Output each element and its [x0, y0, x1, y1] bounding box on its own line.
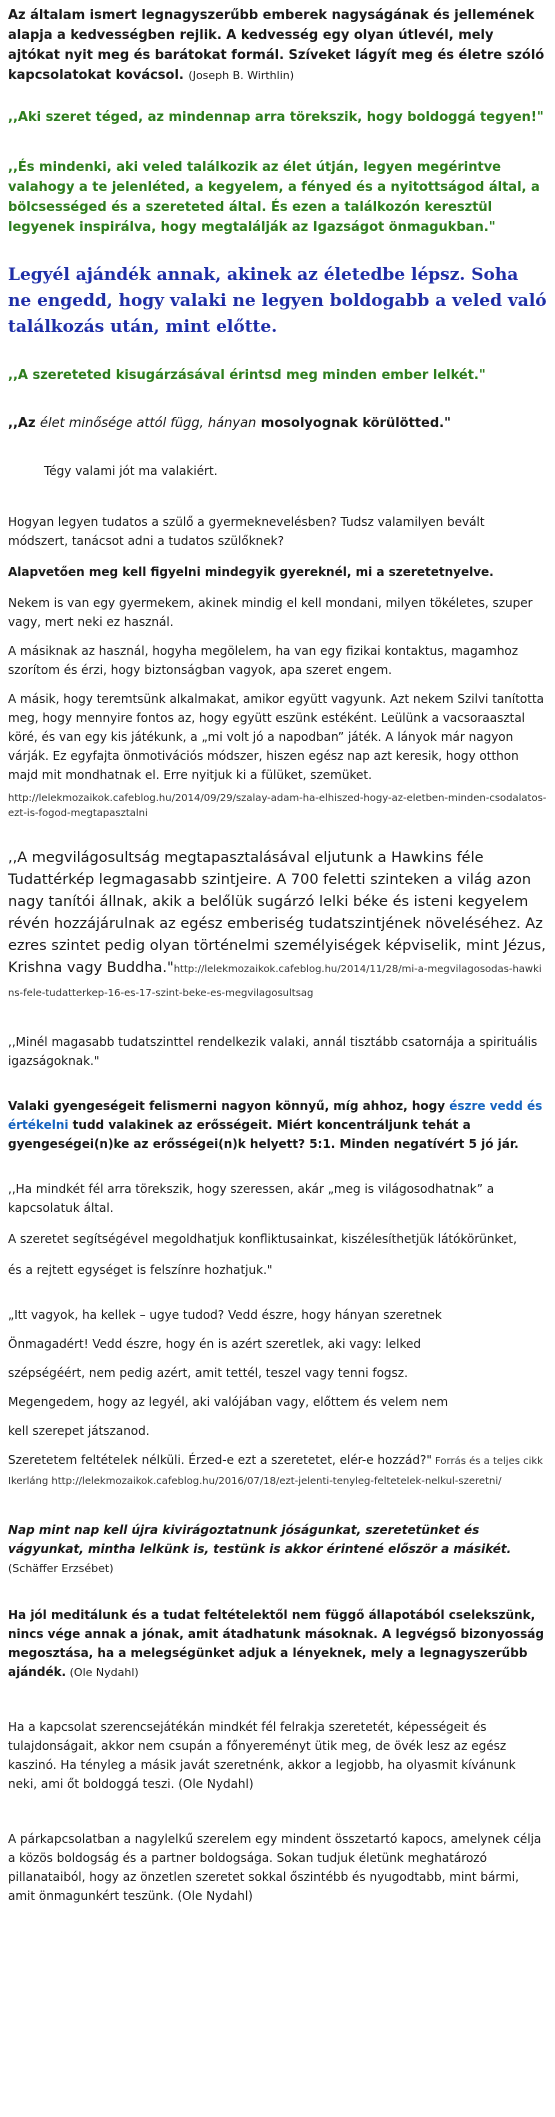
quote-radiance: ,,A szereteted kisugárzásával érintsd meg minden ember lelkét." — [8, 368, 486, 383]
quote-nydahl-meditation-author: (Ole Nydahl) — [66, 1666, 139, 1679]
unconditional-line-2: Önmagadért! Vedd észre, hogy én is azért szeretlek, aki vagy: lelked — [8, 1337, 421, 1351]
unconditional-line-1: „Itt vagyok, ha kellek – ugye tudod? Vedd észre, hogy hányan szeretnek — [8, 1308, 442, 1322]
quote-nydahl-meditation-text: Ha jól meditálunk és a tudat feltételektől nem függő állapotából cselekszünk, nincs vége annak a jónak, amit átadhatunk másoknak. A legvégső bizonyosság megosztása, ha a melegségünket adjuk a lényeknek, mely a legnagyszerűbb ajándék. — [8, 1608, 544, 1679]
hawkins-source-url: http://lelekmozaikok.cafeblog.hu/2014/11/28/mi-a-megvilagosodas-hawkins-fele-tudatterkep-16-es-17-szint-beke-es-megvilagosultsag — [8, 964, 542, 999]
parenting-paragraph-2: A másiknak az használ, hogyha megölelem, ha van egy fizikai kontaktus, magamhoz szorítom és érzi, hogy biztonságban vagyok, apa szeret engem. — [8, 644, 519, 677]
strengths-link: észre vedd és értékelni — [8, 1099, 543, 1132]
quote-be-a-gift — [8, 262, 547, 340]
quote-be-a-gift-part1: Legyél ajándék annak, akinek az életedbe lépsz. — [8, 265, 466, 285]
enlightenment-line-2: A szeretet segítségével megoldhatjuk konfliktusainkat, kiszélesíthetjük látókörünket, — [8, 1232, 517, 1246]
quote-qol-pre: ,,Az — [8, 416, 41, 431]
quote-be-a-gift-part2: Soha ne engedd, hogy valaki ne legyen boldogabb a veled való találkozás után, mint előtte. — [8, 265, 547, 337]
quote-nydahl-partnership: A párkapcsolatban a nagylelkű szerelem egy mindent összetartó kapocs, amelynek célja a közös boldogság és a partner boldogsága. Sokan tudjuk életünk meghatározó pillanataiból, hogy az önzetlen szeretet sokkal őszintébb és nyugodtabb, mint bármi, amit önmagunkért teszünk. (Ole Nydahl) — [8, 1832, 542, 1903]
quote-schaffer — [8, 1521, 547, 1578]
unconditional-line-6 — [8, 1451, 547, 1491]
quote-quality-of-life — [8, 414, 547, 434]
parenting-paragraph-3: A másik, hogy teremtsünk alkalmakat, amikor együtt vagyunk. Azt nekem Szilvi tanította meg, hogy mennyire fontos az, hogy együtt eszünk estéként. Leülünk a vacsoraasztal köré, és van egy kis játékunk, a „mi volt jó a napodban” játék. A lányok már nagyon várják. Ez egyfajta önmotivációs módszer, hiszen egész nap azt keresik, hogy otthon majd mit mondhatnak el. Erre nyitjuk ki a fülüket, szemüket. — [8, 692, 545, 782]
parenting-heading: Alapvetően meg kell figyelni mindegyik gyereknél, mi a szeretetnyelve. — [8, 565, 494, 579]
enlightenment-line-1: ,,Ha mindkét fél arra törekszik, hogy szeressen, akár „meg is világosodhatnak” a kapcsolatuk által. — [8, 1182, 495, 1215]
quote-qol-mid: mosolyognak körülötted — [256, 416, 440, 431]
parenting-question: Hogyan legyen tudatos a szülő a gyermeknevelésben? Tudsz valamilyen bevált módszert, tanácsot adni a tudatos szülőknek? — [8, 515, 485, 548]
hawkins-section — [8, 847, 547, 1005]
quote-nydahl-meditation — [8, 1606, 547, 1682]
unconditional-line-4: Megengedem, hogy az legyél, aki valójában vagy, előttem és velem nem — [8, 1395, 449, 1409]
quote-kindness — [8, 6, 547, 86]
quote-kindness-author: (Joseph B. Wirthlin) — [188, 69, 295, 82]
quote-kindness-text: Az általam ismert legnagyszerűbb emberek nagyságának és jellemének alapja a kedvességben rejlik. A kedvesség egy olyan útlevél, mely ajtókat nyit meg és barátokat formál. Szíveket lágyít meg és életre szóló kapcsolatokat kovácsol. — [8, 8, 545, 83]
enlightenment-line-3: és a rejtett egységet is felszínre hozhatjuk." — [8, 1263, 273, 1277]
unconditional-line-5: kell szerepet játszanod. — [8, 1424, 150, 1438]
parenting-source-url: http://lelekmozaikok.cafeblog.hu/2014/09/29/szalay-adam-ha-elhiszed-hogy-az-eletben-minden-csodalatos-ezt-is-fogod-megtapasztalni — [8, 793, 547, 819]
parenting-section — [8, 513, 547, 821]
hawkins-quote — [8, 847, 547, 1005]
quote-everyone-you-meet: ,,És mindenki, aki veled találkozik az élet útján, legyen megérintve valahogy a te jelenléted, a kegyelem, a fényed és a nyitottságod által, a bölcsességed és a szereteted által. És ezen a találkozón keresztül legyenek inspirálva, hogy megtalálják az Igazságot önmagukban." — [8, 160, 540, 235]
parenting-paragraph-1: Nekem is van egy gyermekem, akinek mindig el kell mondani, milyen tökéletes, szuper vagy, mert neki ez használ. — [8, 596, 533, 629]
enlightenment-section — [8, 1180, 547, 1280]
strengths-post: tudd valakinek az erősségeit. Miért koncentráljunk tehát a gyengeségei(n)ke az erősségei(n)k helyett? 5:1. Minden negatívért 5 jó jár. — [8, 1118, 519, 1151]
strengths-paragraph — [8, 1097, 547, 1154]
quote-do-good: Tégy valami jót ma valakiért. — [44, 464, 218, 478]
quote-schaffer-author: (Schäffer Erzsébet) — [8, 1562, 114, 1575]
hawkins-quote-text: ,,A megvilágosultság megtapasztalásával eljutunk a Hawkins féle Tudattérkép legmagasabb szintjeire. A 700 feletti szinteken a világ azon nagy tanítói állnak, akik a belőlük sugárzó lelki béke és isteni kegyelem révén hozzájárulnak az egész emberiség tudatszintjének növeléséhez. Az ezres szintet pedig olyan történelmi személyiségek képviselik, mint Jézus, Krishna vagy Buddha." — [8, 850, 546, 976]
quote-schaffer-text: Nap mint nap kell újra kivirágoztatnunk jóságunkat, szeretetünket és vágyunkat, mintha lelkünk is, testünk is akkor érintené először a másikét. — [8, 1523, 512, 1556]
unconditional-source: Forrás és a teljes cikk Ikerláng http://lelekmozaikok.cafeblog.hu/2016/07/18/ezt-jelenti-tenyleg-feltetelek-nelkul-szeretni/ — [8, 1456, 543, 1487]
unconditional-line-3: szépségéért, nem pedig azért, amit tettél, teszel vagy tenni fogsz. — [8, 1366, 408, 1380]
quote-qol-italic: élet minősége attól függ, hányan — [40, 416, 257, 431]
quote-nydahl-casino: Ha a kapcsolat szerencsejátékán mindkét fél felrakja szeretetét, képességeit és tulajdonságait, akkor nem csupán a főnyereményt ütik meg, de övék lesz az egész kaszinó. Ha tényleg a másik javát szeretnénk, akkor a legjobb, ha olyasmit kívánunk neki, ami őt boldoggá teszi. (Ole Nydahl) — [8, 1720, 516, 1791]
strengths-pre: Valaki gyengeségeit felismerni nagyon könnyű, míg ahhoz, hogy — [8, 1099, 450, 1113]
quote-qol-post: ." — [439, 416, 451, 431]
unconditional-line-6-text: Szeretetem feltételek nélküli. Érzed-e ezt a szeretetet, elér-e hozzád?" — [8, 1453, 432, 1467]
quote-higher-consciousness: ,,Minél magasabb tudatszinttel rendelkezik valaki, annál tisztább csatornája a spirituális igazságoknak." — [8, 1035, 538, 1068]
unconditional-love-section — [8, 1306, 547, 1491]
quote-love-everyday: ,,Aki szeret téged, az mindennap arra törekszik, hogy boldoggá tegyen!" — [8, 110, 544, 125]
